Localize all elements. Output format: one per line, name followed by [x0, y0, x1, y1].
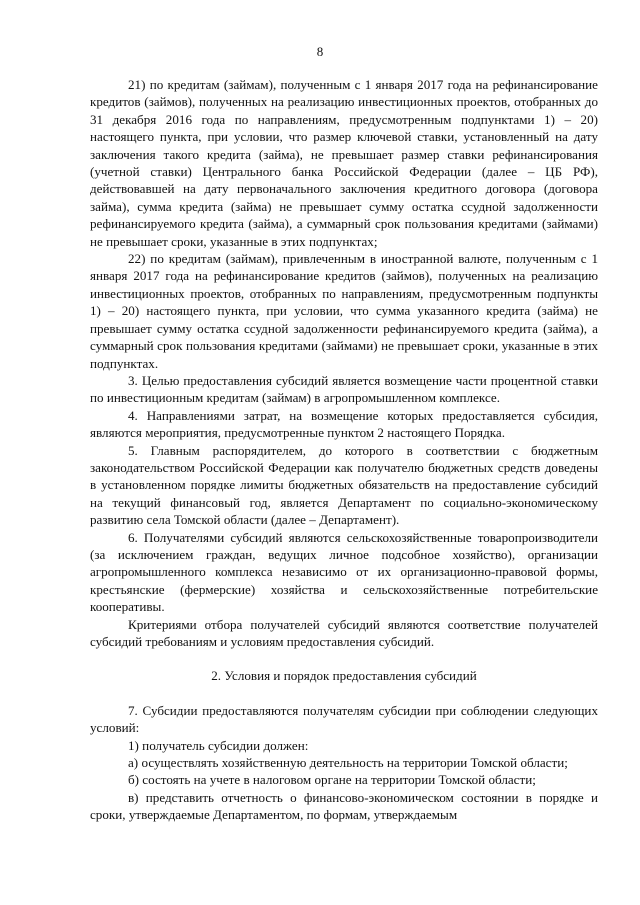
paragraph-point-4: 4. Направлениями затрат, на возмещение которых предоставляется субсидия, являются мероприятия, предусмотренные пунктом 2 настоящего Порядка.	[90, 407, 598, 441]
paragraph-point-5: 5. Главным распорядителем, до которого в соответствии с бюджетным законодательством Российской Федерации как получателю бюджетных средств доведены в установленном порядке лимиты бюджетных обязательств на предоставление субсидий на текущий финансовый год, является Департамент по социально-экономическому развитию села Томской области (далее – Департамент).	[90, 442, 598, 528]
paragraph-item-22: 22) по кредитам (займам), привлеченным в иностранной валюте, полученным с 1 января 2017 года на рефинансирование кредитов (займов), полученных на реализацию инвестиционных проектов, отобранных по направлениям, предусмотренным подпункты 1) – 20) настоящего пункта, при условии, что сумма указанного кредита (займа) не превышает сумму остатка ссудной задолженности рефинансируемого кредита (займа), а суммарный срок пользования кредитами (займами) не превышает сроки, указанные в этих подпунктах.	[90, 251, 598, 371]
paragraph-subitem-1: 1) получатель субсидии должен:	[128, 737, 309, 753]
paragraph-point-6: 6. Получателями субсидий являются сельскохозяйственные товаропроизводители (за исключением граждан, ведущих личное подсобное хозяйство), организации агропромышленного комплекса независимо от их организационно-правовой формы, крестьянские (фермерские) хозяйства и сельскохозяйственные потребительские кооперативы.	[90, 529, 598, 615]
paragraph-subitem-v: в) представить отчетность о финансово-экономическом состоянии в порядке и сроки, утверждаемые Департаментом, по формам, утверждаемым	[90, 789, 598, 823]
paragraph-subitem-b: б) состоять на учете в налоговом органе на территории Томской области;	[128, 772, 536, 788]
paragraph-point-3: 3. Целью предоставления субсидий является возмещение части процентной ставки по инвестиционным кредитам (займам) в агропромышленном комплексе.	[90, 372, 598, 406]
paragraph-subitem-a: а) осуществлять хозяйственную деятельность на территории Томской области;	[128, 755, 568, 771]
page-number: 8	[316, 44, 324, 59]
paragraph-item-21: 21) по кредитам (займам), полученным с 1 января 2017 года на рефинансирование кредитов (займов), полученных на реализацию инвестиционных проектов, отобранных до 31 декабря 2016 года по направлениям, предусмотренным подпунктами 1) – 20) настоящего пункта, при условии, что размер ключевой ставки, установленный на дату заключения такого кредита (займа), не превышает размер ставки рефинансирования (учетной ставки) Центрального банка Российской Федерации (далее – ЦБ РФ), действовавшей на дату первоначального заключения кредитного договора (договора займа), сумма кредита (займа) не превышает сумму остатка ссудной задолженности рефинансируемого кредита (займа), а суммарный срок пользования кредитами (займами) не превышает сроки, указанные в этих подпунктах;	[90, 77, 598, 249]
document-body	[90, 76, 598, 824]
paragraph-point-7: 7. Субсидии предоставляются получателям субсидии при соблюдении следующих условий:	[90, 702, 598, 736]
section-heading: 2. Условия и порядок предоставления субсидий	[211, 668, 477, 684]
paragraph-selection-criteria: Критериями отбора получателей субсидий являются соответствие получателей субсидий требованиям и условиям предоставления субсидий.	[90, 616, 598, 649]
